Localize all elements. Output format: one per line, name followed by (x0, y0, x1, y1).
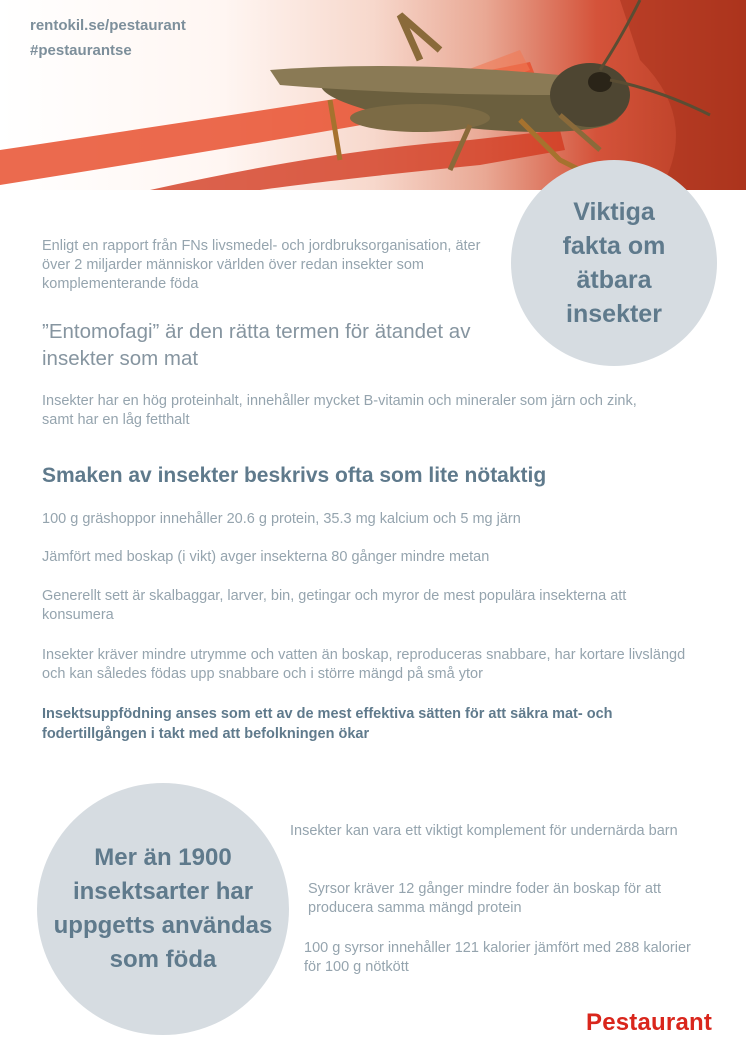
taste-heading: Smaken av insekter beskrivs ofta som lite nötaktig (42, 464, 547, 487)
website-url[interactable]: rentokil.se/pestaurant (30, 17, 186, 34)
facts-title-circle (511, 160, 717, 366)
intro-paragraph-2: Insekter har en hög proteinhalt, innehåller mycket B-vitamin och mineraler som järn och zink, samt har en låg fetthalt (42, 393, 637, 428)
entomofagi-statement: ”Entomofagi” är den rätta termen för ätandet av insekter som mat (42, 320, 471, 370)
fact-cricket-calories: 100 g syrsor innehåller 121 kalorier jämfört med 288 kalorier för 100 g nötkött (304, 940, 691, 975)
intro-paragraph-1: Enligt en rapport från FNs livsmedel- och jordbruksorganisation, äter över 2 miljarder människor världen över redan insekter som komplementerande föda (42, 238, 481, 292)
pestaurant-logo: Pestaurant (586, 1009, 713, 1036)
species-count-circle (37, 783, 289, 1035)
circle-top-line-3: ätbara (576, 266, 652, 294)
fact-grasshopper-nutrition: 100 g gräshoppor innehåller 20.6 g protein, 35.3 mg kalcium och 5 mg järn (42, 511, 521, 527)
fact-cricket-feed: Syrsor kräver 12 gånger mindre foder än boskap för att producera samma mängd protein (308, 881, 662, 916)
fact-popular-insects: Generellt sett är skalbaggar, larver, bin, getingar och myror de mest populära insekterna att konsumera (42, 588, 627, 623)
hashtag: #pestaurantse (30, 42, 132, 59)
circle-top-line-2: fakta om (562, 232, 666, 260)
farming-statement: Insektsuppfödning anses som ett av de mest effektiva sätten för att säkra mat- och fodertillgången i takt med att befolkningen ökar (42, 706, 613, 742)
fact-malnourished-children: Insekter kan vara ett viktigt komplement för undernärda barn (290, 823, 678, 839)
fact-methane: Jämfört med boskap (i vikt) avger insekterna 80 gånger mindre metan (42, 549, 490, 565)
circle-bottom-line-4: som föda (109, 946, 217, 973)
circle-bottom-line-2: insektsarter har (72, 878, 254, 905)
fact-space-water: Insekter kräver mindre utrymme och vatten än boskap, reproduceras snabbare, har kortare livslängd och kan således födas upp snabbare och i större mängd på små ytor (42, 647, 686, 682)
circle-bottom-line-1: Mer än 1900 (94, 844, 232, 871)
circle-top-line-4: insekter (566, 300, 662, 328)
circle-bottom-line-3: uppgetts användas (53, 912, 273, 939)
circle-top-line-1: Viktiga (573, 198, 655, 226)
